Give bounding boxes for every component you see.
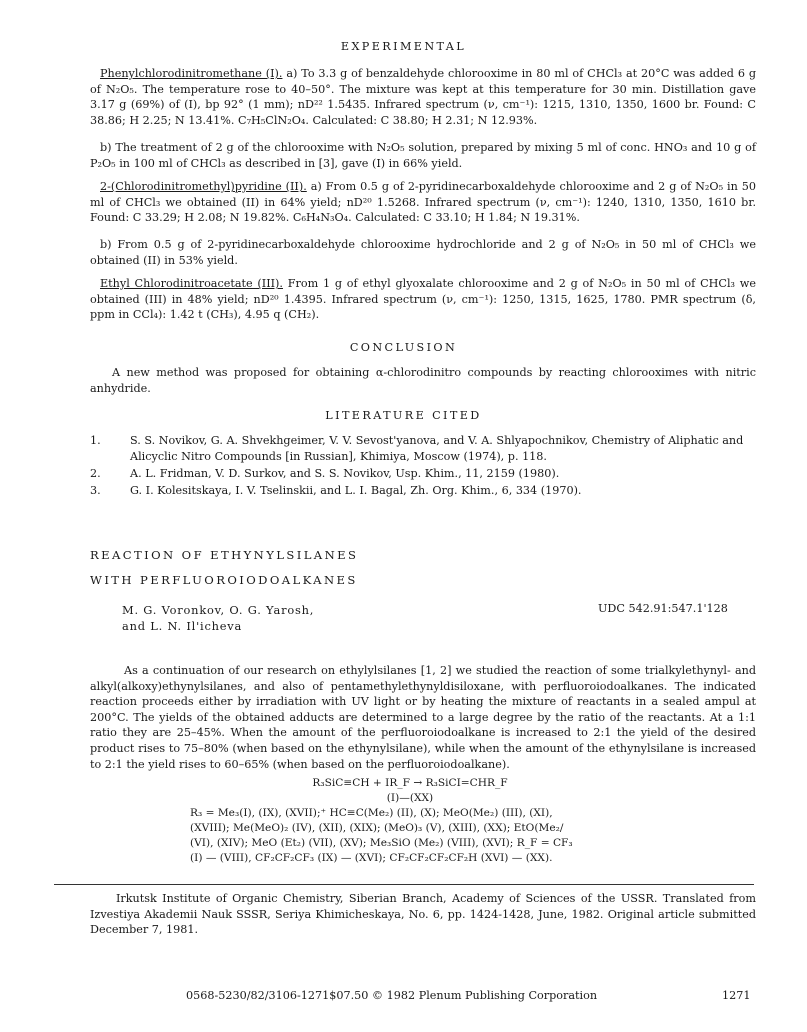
- authors-line-2: and L. N. Il'icheva: [122, 619, 243, 633]
- substituent-definitions: (XVIII); Me(MeO)₂ (IV), (XII), (XIX); (MeO)₃ (V), (XIII), (XX); EtO(Me₂/: [190, 822, 564, 834]
- reference-text: G. I. Kolesitskaya, I. V. Tselinskii, and L. I. Bagal, Zh. Org. Khim., 6, 334 (1970).: [130, 484, 582, 497]
- reference-item: [90, 483, 756, 499]
- experimental-heading: EXPERIMENTAL: [340, 40, 467, 53]
- reaction-product-range: (I)—(XX): [386, 792, 434, 804]
- article-introduction: As a continuation of our research on ethylylsilanes [1, 2] we studied the reaction of some trialkylethynyl- and alkyl(alkoxy)ethynylsilanes, and also of pentamethylethynyldisiloxane, with perfluoroiodoalkanes. The indicated reaction proceeds either by irradiation with UV light or by heating the mixture of reactants in a sealed ampul at 200°C. The yields of the obtained adducts are determined to a large degree by the ratio of the reactants. At a 1:1 ratio they are 25–45%. When the amount of the perfluoroiodoalkane is increased to 2:1 the yield of the desired product rises to 75–80% (when based on the ethynylsilane), while when the amount of the ethynylsilane is increased to 2:1 the yield rises to 60–65% (when based on the perfluoroiodoalkane).: [90, 664, 756, 771]
- substituent-definitions: (I) — (VIII), CF₂CF₂CF₃ (IX) — (XVI); CF₂CF₂CF₂CF₂H (XVI) — (XX).: [190, 852, 553, 864]
- footnote-divider: [54, 884, 754, 885]
- reference-number: 2.: [90, 467, 101, 480]
- reference-text: S. S. Novikov, G. A. Shvekhgeimer, V. V. Sevost'yanova, and V. A. Shlyapochnikov, Chemistry of Aliphatic and Alicyclic Nitro Compounds [in Russian], Khimiya, Moscow (1974), p. 118.: [130, 434, 744, 463]
- article-title-line-1: REACTION OF ETHYNYLSILANES: [90, 548, 359, 562]
- reference-item: [90, 433, 756, 465]
- literature-heading: LITERATURE CITED: [325, 409, 482, 422]
- reaction-equation: R₃SiC≡CH + IR_F → R₃SiCI=CHR_F: [312, 777, 508, 789]
- reference-text: A. L. Fridman, V. D. Surkov, and S. S. Novikov, Usp. Khim., 11, 2159 (1980).: [130, 467, 560, 480]
- footnote: Irkutsk Institute of Organic Chemistry, Siberian Branch, Academy of Sciences of the USSR. Translated from Izvestiya Akademii Nauk SSSR, Seriya Khimicheskaya, No. 6, pp. 1424-1428, June, 1982. Original article submitted December 7, 1981.: [90, 892, 756, 937]
- udc-code: UDC 542.91:547.1'128: [598, 602, 728, 615]
- reaction-scheme: [190, 776, 630, 866]
- paragraph-text: a) From 0.5 g of 2-pyridinecarboxaldehyde chlorooxime and 2 g of N₂O₅ in 50 ml of CHCl₃ we obtained (II) in 64% yield; nD²⁰ 1.5268. Infrared spectrum (ν, cm⁻¹): 1240, 1310, 1350, 1610 br. Found: C 33.29; H 2.08; N 19.82%. C₆H₄N₃O₄. Calculated: C 33.10; H 1.84; N 19.31%.: [90, 180, 757, 225]
- paragraph-treatment: b) The treatment of 2 g of the chlorooxime with N₂O₅ solution, prepared by mixing 5 ml of conc. HNO₃ and 10 g of P₂O₅ in 100 ml of CHCl₃ as described in [3], gave (I) in 66% yield.: [90, 141, 756, 170]
- paragraph-text: a) To 3.3 g of benzaldehyde chlorooxime in 80 ml of CHCl₃ at 20°C was added 6 g of N₂O₅. The temperature rose to 40–50°. The mixture was kept at this temperature for 30 min. Distillation gave 3.17 g (69%) of (I), bp 92° (1 mm); nD²² 1.5435. Infrared spectrum (ν, cm⁻¹): 1215, 1310, 1350, 1600 br. Found: C 38.86; H 2.25; N 13.41%. C₇H₅ClN₂O₄. Calculated: C 38.80; H 2.31; N 12.93%.: [90, 67, 756, 127]
- reference-item: [90, 466, 756, 482]
- authors-line-1: M. G. Voronkov, O. G. Yarosh,: [122, 603, 315, 617]
- conclusion-text: A new method was proposed for obtaining α-chlorodinitro compounds by reacting chlorooximes with nitric anhydride.: [90, 366, 756, 395]
- paragraph-hydrochloride: b) From 0.5 g of 2-pyridinecarboxaldehyde chlorooxime hydrochloride and 2 g of N₂O₅ in 50 ml of CHCl₃ we obtained (II) in 53% yield.: [90, 238, 756, 267]
- copyright-line: 0568-5230/82/3106-1271$07.50 © 1982 Plenum Publishing Corporation: [186, 989, 598, 1002]
- conclusion-heading: CONCLUSION: [349, 341, 458, 354]
- paragraph-phenylchlorodinitromethane: [90, 66, 756, 128]
- paragraph-text: From 1 g of ethyl glyoxalate chlorooxime and 2 g of N₂O₅ in 50 ml of CHCl₃ we obtained (III) in 48% yield; nD²⁰ 1.4395. Infrared spectrum (ν, cm⁻¹): 1250, 1315, 1625, 1780. PMR spectrum (δ, ppm in CCl₄): 1.42 t (CH₃), 4.95 q (CH₂).: [90, 277, 756, 322]
- article-title-line-2: WITH PERFLUOROIODOALKANES: [90, 573, 358, 587]
- compound-name-ii: 2-(Chlorodinitromethyl)pyridine (II).: [100, 180, 307, 193]
- compound-name-iii: Ethyl Chlorodinitroacetate (III).: [100, 277, 283, 290]
- paragraph-ethyl-chlorodinitroacetate: [90, 276, 756, 323]
- reference-number: 1.: [90, 434, 101, 447]
- page-number: 1271: [722, 989, 751, 1002]
- substituent-definitions: (VI), (XIV); MeO (Et₂) (VII), (XV); Me₃SiO (Me₂) (VIII), (XVI); R_F = CF₃: [190, 837, 573, 849]
- paragraph-chlorodinitromethylpyridine: [90, 179, 756, 226]
- compound-name-i: Phenylchlorodinitromethane (I).: [100, 67, 283, 80]
- reference-number: 3.: [90, 484, 101, 497]
- substituent-definitions: R₃ = Me₃(I), (IX), (XVII);⁺ HC≡C(Me₂) (II), (X); MeO(Me₂) (III), (XI),: [190, 807, 553, 819]
